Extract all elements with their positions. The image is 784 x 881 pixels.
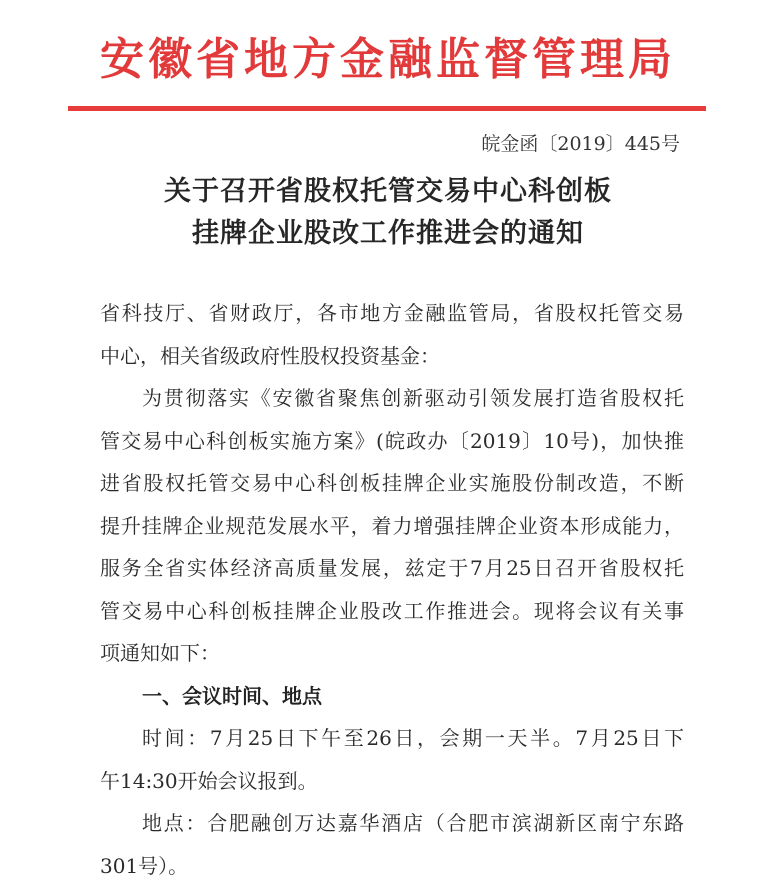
paragraph-1-line-2: 管交易中心科创板实施方案》(皖政办〔2019〕10号)，加快推 bbox=[100, 429, 684, 453]
paragraph-1-line-7: 项通知如下： bbox=[100, 641, 220, 665]
recipients-line-2: 中心，相关省级政府性股权投资基金： bbox=[100, 344, 440, 368]
recipients-line-1: 省科技厅、省财政厅，各市地方金融监管局，省股权托管交易 bbox=[100, 301, 684, 325]
letterhead-red-rule bbox=[68, 106, 706, 111]
letterhead-org-name: 安徽省地方金融监督管理局 bbox=[100, 34, 676, 85]
paragraph-1-line-1: 为贯彻落实《安徽省聚焦创新驱动引领发展打造省股权托 bbox=[142, 386, 684, 410]
paragraph-1-line-6: 管交易中心科创板挂牌企业股改工作推进会。现将会议有关事 bbox=[100, 599, 684, 623]
meeting-place-line-2: 301号）。 bbox=[100, 854, 189, 878]
meeting-time-line-1: 时间：7月25日下午至26日，会期一天半。7月25日下 bbox=[142, 726, 684, 750]
paragraph-1-line-4: 提升挂牌企业规范发展水平，着力增强挂牌企业资本形成能力， bbox=[100, 514, 684, 538]
document-number: 皖金函〔2019〕445号 bbox=[481, 133, 680, 155]
section-1-heading: 一、会议时间、地点 bbox=[142, 684, 322, 708]
document-title-line-2: 挂牌企业股改工作推进会的通知 bbox=[192, 218, 584, 249]
meeting-place-line-1: 地点：合肥融创万达嘉华酒店（合肥市滨湖新区南宁东路 bbox=[142, 811, 684, 835]
paragraph-1-line-5: 服务全省实体经济高质量发展，兹定于7月25日召开省股权托 bbox=[100, 556, 684, 580]
paragraph-1-line-3: 进省股权托管交易中心科创板挂牌企业实施股份制改造，不断 bbox=[100, 471, 684, 495]
meeting-time-line-2: 午14:30开始会议报到。 bbox=[100, 769, 318, 793]
document-title-line-1: 关于召开省股权托管交易中心科创板 bbox=[164, 176, 612, 207]
